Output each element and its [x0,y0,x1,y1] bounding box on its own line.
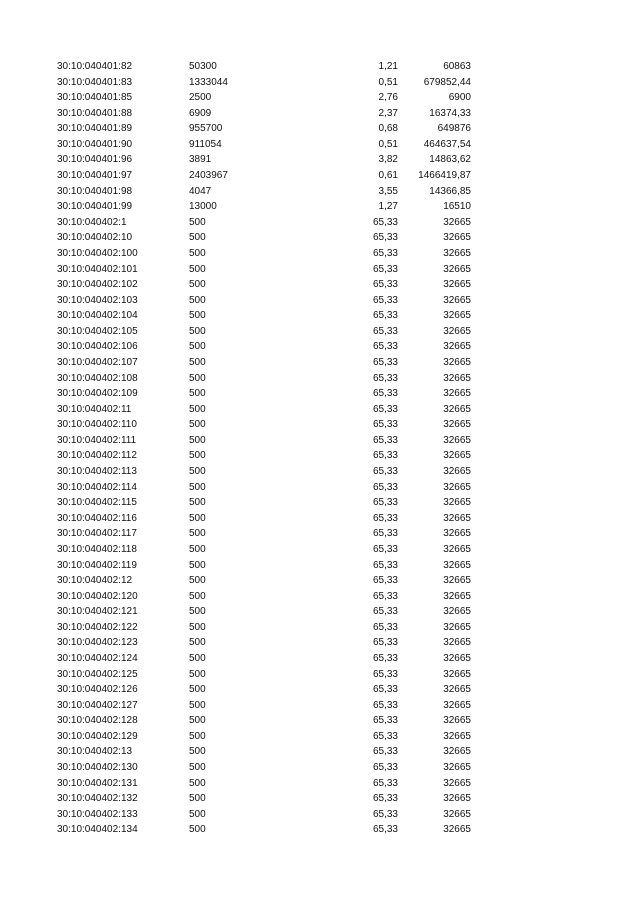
table-row [0,620,640,636]
rate-cell: 0,61 [378,170,398,182]
table-row [0,324,640,340]
cadastral-number-cell: 30:10:040401:83 [57,76,133,88]
cadastral-number-cell: 30:10:040402:126 [57,684,138,696]
area-cell: 955700 [189,123,223,135]
area-cell: 50300 [189,61,217,72]
area-cell: 500 [189,668,206,680]
table-row [0,152,640,168]
table-row [0,698,640,714]
cadastral-number-cell: 30:10:040402:102 [57,279,138,291]
table-row [0,215,640,231]
table-row [0,776,640,792]
cadastral-number-cell: 30:10:040401:90 [57,138,133,150]
area-cell: 500 [189,528,206,540]
cadastral-number-cell: 30:10:040402:129 [57,730,138,742]
table-row [0,526,640,542]
rate-cell: 65,33 [372,575,398,587]
cadastral-number-cell: 30:10:040402:112 [57,450,137,462]
rate-cell: 65,33 [372,699,398,711]
rate-cell: 2,76 [378,92,398,104]
value-cell: 32665 [443,216,471,228]
cadastral-number-cell: 30:10:040402:110 [57,419,137,431]
cadastral-number-cell: 30:10:040402:103 [57,294,138,306]
cadastral-number-cell: 30:10:040402:117 [57,528,137,540]
table-row [0,184,640,200]
value-cell: 14366,85 [429,185,471,197]
rate-cell: 65,33 [372,668,398,680]
value-cell: 32665 [443,310,471,322]
area-cell: 500 [189,606,206,618]
cadastral-number-cell: 30:10:040402:118 [57,543,137,555]
value-cell: 32665 [443,325,471,337]
cadastral-number-cell: 30:10:040402:115 [57,497,137,509]
rate-cell: 65,33 [372,543,398,555]
rate-cell: 65,33 [372,216,398,228]
rate-cell: 65,33 [372,481,398,493]
area-cell: 500 [189,543,206,555]
rate-cell: 65,33 [372,590,398,602]
area-cell: 500 [189,263,206,275]
value-cell: 60863 [443,61,471,72]
value-cell: 32665 [443,294,471,306]
rate-cell: 0,68 [378,123,398,135]
table-row [0,729,640,745]
cadastral-number-cell: 30:10:040402:101 [57,263,138,275]
area-cell: 911054 [189,138,222,150]
cadastral-number-cell: 30:10:040402:119 [57,559,137,571]
value-cell: 679852,44 [423,76,471,88]
table-row [0,262,640,278]
table-row [0,168,640,184]
area-cell: 500 [189,466,206,478]
value-cell: 1466419,87 [418,170,471,182]
cadastral-number-cell: 30:10:040402:133 [57,808,138,820]
area-cell: 3891 [189,154,212,166]
rate-cell: 65,33 [372,372,398,384]
rate-cell: 65,33 [372,356,398,368]
table-row [0,495,640,511]
rate-cell: 65,33 [372,419,398,431]
table-row [0,511,640,527]
rate-cell: 3,55 [378,185,398,197]
area-cell: 500 [189,341,206,353]
area-cell: 2403967 [189,170,228,182]
table-row [0,589,640,605]
area-cell: 500 [189,699,206,711]
area-cell: 500 [189,512,206,524]
rate-cell: 0,51 [378,138,398,150]
table-row [0,760,640,776]
area-cell: 500 [189,419,206,431]
rate-cell: 65,33 [372,777,398,789]
rate-cell: 65,33 [372,466,398,478]
data-table [0,59,640,838]
cadastral-number-cell: 30:10:040402:109 [57,388,138,400]
table-row [0,604,640,620]
rate-cell: 65,33 [372,310,398,322]
cadastral-number-cell: 30:10:040401:82 [57,61,133,72]
rate-cell: 65,33 [372,746,398,758]
table-row [0,464,640,480]
area-cell: 13000 [189,201,217,213]
table-row [0,121,640,137]
table-row [0,558,640,574]
value-cell: 32665 [443,481,471,493]
table-row [0,433,640,449]
value-cell: 32665 [443,621,471,633]
value-cell: 32665 [443,777,471,789]
table-row [0,59,640,75]
cadastral-number-cell: 30:10:040402:127 [57,699,138,711]
value-cell: 16374,33 [429,107,471,119]
cadastral-number-cell: 30:10:040401:97 [57,170,133,182]
cadastral-number-cell: 30:10:040402:114 [57,481,137,493]
table-row [0,573,640,589]
table-row [0,308,640,324]
table-row [0,542,640,558]
value-cell: 32665 [443,668,471,680]
value-cell: 32665 [443,388,471,400]
area-cell: 500 [189,777,206,789]
rate-cell: 65,33 [372,528,398,540]
table-row [0,480,640,496]
cadastral-number-cell: 30:10:040402:113 [57,466,137,478]
value-cell: 32665 [443,279,471,291]
rate-cell: 65,33 [372,684,398,696]
table-row [0,807,640,823]
area-cell: 2500 [189,92,212,104]
rate-cell: 65,33 [372,621,398,633]
rate-cell: 65,33 [372,263,398,275]
table-row [0,386,640,402]
table-row [0,339,640,355]
cadastral-number-cell: 30:10:040402:134 [57,824,138,836]
area-cell: 500 [189,684,206,696]
cadastral-number-cell: 30:10:040402:12 [57,575,133,587]
area-cell: 500 [189,497,206,509]
table-row [0,199,640,215]
table-row [0,651,640,667]
value-cell: 32665 [443,684,471,696]
rate-cell: 65,33 [372,279,398,291]
table-row [0,246,640,262]
area-cell: 500 [189,388,206,400]
area-cell: 500 [189,450,206,462]
cadastral-number-cell: 30:10:040402:125 [57,668,138,680]
area-cell: 500 [189,652,206,664]
value-cell: 32665 [443,699,471,711]
rate-cell: 65,33 [372,793,398,805]
area-cell: 500 [189,715,206,727]
area-cell: 500 [189,637,206,649]
rate-cell: 65,33 [372,388,398,400]
table-row [0,293,640,309]
cadastral-number-cell: 30:10:040401:89 [57,123,133,135]
table-row [0,713,640,729]
cadastral-number-cell: 30:10:040402:121 [57,606,138,618]
rate-cell: 65,33 [372,403,398,415]
cadastral-number-cell: 30:10:040401:99 [57,201,133,213]
value-cell: 32665 [443,575,471,587]
cadastral-number-cell: 30:10:040401:98 [57,185,133,197]
value-cell: 32665 [443,403,471,415]
rate-cell: 65,33 [372,247,398,259]
rate-cell: 65,33 [372,497,398,509]
table-row [0,417,640,433]
area-cell: 500 [189,434,206,446]
value-cell: 32665 [443,762,471,774]
rate-cell: 65,33 [372,232,398,244]
cadastral-number-cell: 30:10:040402:128 [57,715,138,727]
area-cell: 500 [189,808,206,820]
cadastral-number-cell: 30:10:040402:123 [57,637,138,649]
rate-cell: 65,33 [372,715,398,727]
cadastral-number-cell: 30:10:040402:130 [57,762,138,774]
cadastral-number-cell: 30:10:040402:13 [57,746,133,758]
cadastral-number-cell: 30:10:040401:85 [57,92,133,104]
cadastral-number-cell: 30:10:040401:96 [57,154,133,166]
area-cell: 500 [189,310,206,322]
cadastral-number-cell: 30:10:040402:106 [57,341,138,353]
rate-cell: 65,33 [372,294,398,306]
value-cell: 32665 [443,808,471,820]
value-cell: 32665 [443,372,471,384]
area-cell: 500 [189,824,206,836]
cadastral-number-cell: 30:10:040402:131 [57,777,138,789]
area-cell: 6909 [189,107,212,119]
area-cell: 500 [189,559,206,571]
value-cell: 32665 [443,497,471,509]
value-cell: 32665 [443,606,471,618]
area-cell: 500 [189,232,206,244]
area-cell: 4047 [189,185,212,197]
value-cell: 32665 [443,715,471,727]
table-row [0,448,640,464]
cadastral-number-cell: 30:10:040402:116 [57,512,137,524]
table-row [0,822,640,838]
value-cell: 32665 [443,232,471,244]
table-row [0,791,640,807]
table-row [0,75,640,91]
area-cell: 500 [189,403,206,415]
area-cell: 500 [189,590,206,602]
area-cell: 500 [189,481,206,493]
value-cell: 32665 [443,590,471,602]
table-row [0,635,640,651]
cadastral-number-cell: 30:10:040402:1 [57,216,127,228]
rate-cell: 65,33 [372,450,398,462]
table-row [0,230,640,246]
rate-cell: 2,37 [378,107,398,119]
cadastral-number-cell: 30:10:040402:108 [57,372,138,384]
area-cell: 500 [189,247,206,259]
area-cell: 500 [189,372,206,384]
value-cell: 649876 [437,123,471,135]
table-row [0,90,640,106]
area-cell: 500 [189,793,206,805]
table-row [0,277,640,293]
table-row [0,106,640,122]
table-row [0,744,640,760]
rate-cell: 3,82 [378,154,398,166]
table-row [0,682,640,698]
value-cell: 32665 [443,543,471,555]
area-cell: 500 [189,216,206,228]
area-cell: 500 [189,575,206,587]
value-cell: 32665 [443,512,471,524]
rate-cell: 65,33 [372,762,398,774]
table-row [0,402,640,418]
value-cell: 32665 [443,466,471,478]
value-cell: 32665 [443,746,471,758]
table-row [0,371,640,387]
rate-cell: 65,33 [372,637,398,649]
rate-cell: 65,33 [372,730,398,742]
area-cell: 500 [189,356,206,368]
area-cell: 500 [189,746,206,758]
table-row [0,355,640,371]
area-cell: 1333044 [189,76,228,88]
value-cell: 6900 [448,92,471,104]
value-cell: 32665 [443,263,471,275]
rate-cell: 1,21 [378,61,398,72]
cadastral-number-cell: 30:10:040402:111 [57,434,137,446]
value-cell: 16510 [443,201,471,213]
cadastral-number-cell: 30:10:040402:124 [57,652,138,664]
table-row [0,667,640,683]
value-cell: 32665 [443,247,471,259]
rate-cell: 65,33 [372,512,398,524]
rate-cell: 65,33 [372,808,398,820]
value-cell: 32665 [443,793,471,805]
value-cell: 32665 [443,450,471,462]
cadastral-number-cell: 30:10:040402:120 [57,590,138,602]
area-cell: 500 [189,294,206,306]
value-cell: 32665 [443,559,471,571]
value-cell: 32665 [443,637,471,649]
rate-cell: 65,33 [372,325,398,337]
cadastral-number-cell: 30:10:040402:122 [57,621,138,633]
rate-cell: 65,33 [372,341,398,353]
rate-cell: 65,33 [372,652,398,664]
area-cell: 500 [189,621,206,633]
value-cell: 32665 [443,434,471,446]
cadastral-number-cell: 30:10:040402:132 [57,793,138,805]
value-cell: 32665 [443,824,471,836]
cadastral-number-cell: 30:10:040402:11 [57,403,132,415]
cadastral-number-cell: 30:10:040401:88 [57,107,133,119]
rate-cell: 65,33 [372,824,398,836]
value-cell: 32665 [443,652,471,664]
cadastral-number-cell: 30:10:040402:105 [57,325,138,337]
rate-cell: 65,33 [372,606,398,618]
rate-cell: 0,51 [378,76,398,88]
cadastral-number-cell: 30:10:040402:104 [57,310,138,322]
cadastral-number-cell: 30:10:040402:107 [57,356,138,368]
area-cell: 500 [189,730,206,742]
value-cell: 32665 [443,341,471,353]
rate-cell: 65,33 [372,434,398,446]
area-cell: 500 [189,279,206,291]
value-cell: 14863,62 [429,154,471,166]
cadastral-number-cell: 30:10:040402:100 [57,247,138,259]
rate-cell: 1,27 [378,201,398,213]
value-cell: 32665 [443,730,471,742]
area-cell: 500 [189,325,206,337]
rate-cell: 65,33 [372,559,398,571]
table-row [0,137,640,153]
cadastral-number-cell: 30:10:040402:10 [57,232,133,244]
area-cell: 500 [189,762,206,774]
value-cell: 464637,54 [423,138,471,150]
value-cell: 32665 [443,528,471,540]
value-cell: 32665 [443,356,471,368]
value-cell: 32665 [443,419,471,431]
